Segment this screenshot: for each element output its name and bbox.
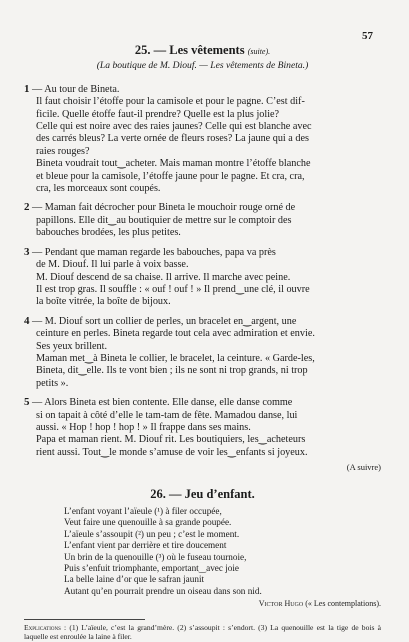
- poem-attribution: [24, 598, 381, 610]
- paragraph-line: [24, 353, 381, 365]
- paragraph-line-text: Il faut choisir l’étoffe pour la camisole et pour le pagne. C’est dif-: [36, 96, 305, 108]
- paragraph-line: [24, 259, 381, 271]
- poem-line: La belle laine d’or que le safran jaunit: [64, 574, 205, 585]
- paragraph-line-text: Bineta, dit‿elle. Ils te vont bien ; ils ne sont ni trop grands, ni trop: [36, 365, 308, 377]
- lesson-title: [24, 44, 381, 58]
- paragraph-line-text: Ses yeux brillent.: [36, 340, 108, 352]
- paragraph-line: [24, 434, 381, 446]
- paragraph-line: [24, 272, 381, 284]
- poem-line: Autant qu’en pourrait prendre un oiseau dans son nid.: [64, 585, 262, 596]
- poem: [24, 506, 381, 597]
- footnotes-label: Explications :: [24, 622, 67, 632]
- lesson-paragraph: [24, 396, 381, 459]
- footnote-divider: [24, 619, 145, 620]
- lesson-paragraph: [24, 83, 381, 196]
- paragraph-line-text: ceinture en perles. Bineta regarde tout cela avec admiration et envie.: [36, 328, 315, 340]
- poem-line: Un brin de la quenouille (³) où le fuseau tournoie,: [64, 551, 247, 562]
- poem-title: 26. — Jeu d’enfant.: [150, 486, 255, 501]
- poem-source: (« Les contemplations).: [305, 599, 381, 609]
- lesson-paragraph: [24, 315, 381, 390]
- paragraph-line: [24, 422, 381, 434]
- paragraph-line: [24, 284, 381, 296]
- lesson-paragraph: [24, 246, 381, 309]
- paragraph-line: [24, 171, 381, 183]
- paragraph-line-text: babouches brodées, les plus petites.: [36, 227, 181, 239]
- paragraph-line-text: la boîte vitrée, la boîte de bijoux.: [36, 296, 171, 308]
- paragraph-line: [24, 328, 381, 340]
- footnotes-text: (1) L’aïeule, c’est la grand’mère. (2) s’assoupit : s’endort. (3) La quenouille est la tige de bois à laquelle est enroulée la laine à filer.: [24, 622, 381, 642]
- poem-line: L’aïeule s’assoupit (²) un peu ; c’est le moment.: [64, 528, 240, 539]
- paragraph-line: [24, 296, 381, 308]
- paragraph-line: [24, 121, 381, 133]
- paragraph-line-text: Celle qui est noire avec des raies jaunes? Celle qui est blanche avec: [36, 121, 312, 133]
- lesson-paragraph: [24, 201, 381, 239]
- paragraph-line: [24, 83, 381, 96]
- paragraph-line-text: M. Diouf descend de sa chaise. Il arrive. Il marche avec peine.: [36, 271, 291, 283]
- paragraph-line: [24, 396, 381, 409]
- paragraph-line: [24, 315, 381, 328]
- paragraph-line-text: raies rouges?: [36, 145, 90, 157]
- lesson-body: [24, 83, 381, 459]
- paragraph-number: 3: [24, 245, 30, 258]
- paragraph-line-text: — Maman fait décrocher pour Bineta le mouchoir rouge orné de: [32, 202, 296, 214]
- paragraph-line: [24, 341, 381, 353]
- paragraph-line-text: petits ».: [36, 377, 69, 389]
- poem-line: Puis s’enfuit triomphante, emportant‿avec joie: [64, 563, 240, 574]
- poem-line: L’enfant vient par derrière et tire doucement: [64, 540, 227, 551]
- paragraph-line-text: — Au tour de Bineta.: [32, 83, 120, 95]
- paragraph-line: [24, 183, 381, 195]
- page-content: [24, 44, 381, 642]
- lesson-title-suite: (suite).: [247, 47, 271, 56]
- paragraph-line-text: Maman met‿à Bineta le collier, le bracelet, la ceinture. « Garde-les,: [36, 352, 315, 364]
- paragraph-line-text: — Pendant que maman regarde les babouches, papa va près: [32, 246, 276, 258]
- paragraph-number: 4: [24, 314, 30, 327]
- poem-line: Veut faire une quenouille à sa grande poupée.: [64, 517, 232, 528]
- paragraph-line-text: rient aussi. Tout‿le monde s’amuse de voir les‿enfants si joyeux.: [36, 446, 308, 458]
- paragraph-line-text: papillons. Elle dit‿au boutiquier de mettre sur le comptoir des: [36, 214, 292, 226]
- to-be-continued: (A suivre): [346, 462, 381, 473]
- paragraph-line: [24, 378, 381, 390]
- page-number: 57: [362, 30, 373, 42]
- paragraph-number: 1: [24, 82, 30, 95]
- paragraph-line: [24, 96, 381, 108]
- paragraph-line-text: Papa et maman rient. M. Diouf rit. Les boutiquiers, les‿acheteurs: [36, 434, 306, 446]
- paragraph-line: [24, 365, 381, 377]
- paragraph-line-text: de M. Diouf. Il lui parle à voix basse.: [36, 259, 189, 271]
- poem-author: Victor Hugo: [258, 599, 304, 609]
- paragraph-line-text: cra, les morceaux sont coupés.: [36, 183, 161, 195]
- footnotes: [24, 623, 381, 642]
- lesson-title-text: 25. — Les vêtements: [134, 43, 245, 57]
- paragraph-line-text: ficile. Quelle étoffe faut-il prendre? Quelle est la plus jolie?: [36, 108, 280, 120]
- paragraph-line-text: des carrés bleus? La verte ornée de fleurs roses? La jaune qui a des: [36, 133, 309, 145]
- paragraph-line: [24, 410, 381, 422]
- paragraph-number: 5: [24, 396, 30, 409]
- paragraph-line: [24, 246, 381, 259]
- paragraph-line-text: aussi. « Hop ! hop ! hop ! » Il frappe dans ses mains.: [36, 421, 251, 433]
- paragraph-line: [24, 133, 381, 145]
- paragraph-line: [24, 109, 381, 121]
- paragraph-line-text: — Alors Bineta est bien contente. Elle danse, elle danse comme: [32, 397, 293, 409]
- paragraph-line: [24, 215, 381, 227]
- paragraph-line: [24, 146, 381, 158]
- lesson-subtitle: (La boutique de M. Diouf. — Les vêtements de Bineta.): [96, 60, 309, 72]
- paragraph-line: [24, 447, 381, 459]
- paragraph-line: [24, 201, 381, 214]
- paragraph-line-text: — M. Diouf sort un collier de perles, un bracelet en‿argent, une: [32, 315, 297, 327]
- poem-line: L’enfant voyant l’aïeule (¹) à filer occupée,: [64, 506, 222, 516]
- paragraph-line: [24, 158, 381, 170]
- paragraph-line-text: Il est trop gras. Il souffle : « ouf ! ouf ! » Il prend‿une clé, il ouvre: [36, 283, 310, 295]
- paragraph-line: [24, 227, 381, 239]
- paragraph-line-text: si on tapait à côté d’elle le tam-tam de fête. Mamadou danse, lui: [36, 409, 298, 421]
- paragraph-number: 2: [24, 201, 30, 214]
- paragraph-line-text: Bineta voudrait tout‿acheter. Mais maman montre l’étoffe blanche: [36, 158, 311, 170]
- paragraph-line-text: et bleue pour la camisole, l’étoffe jaune pour le pagne. Et cra, cra,: [36, 170, 305, 182]
